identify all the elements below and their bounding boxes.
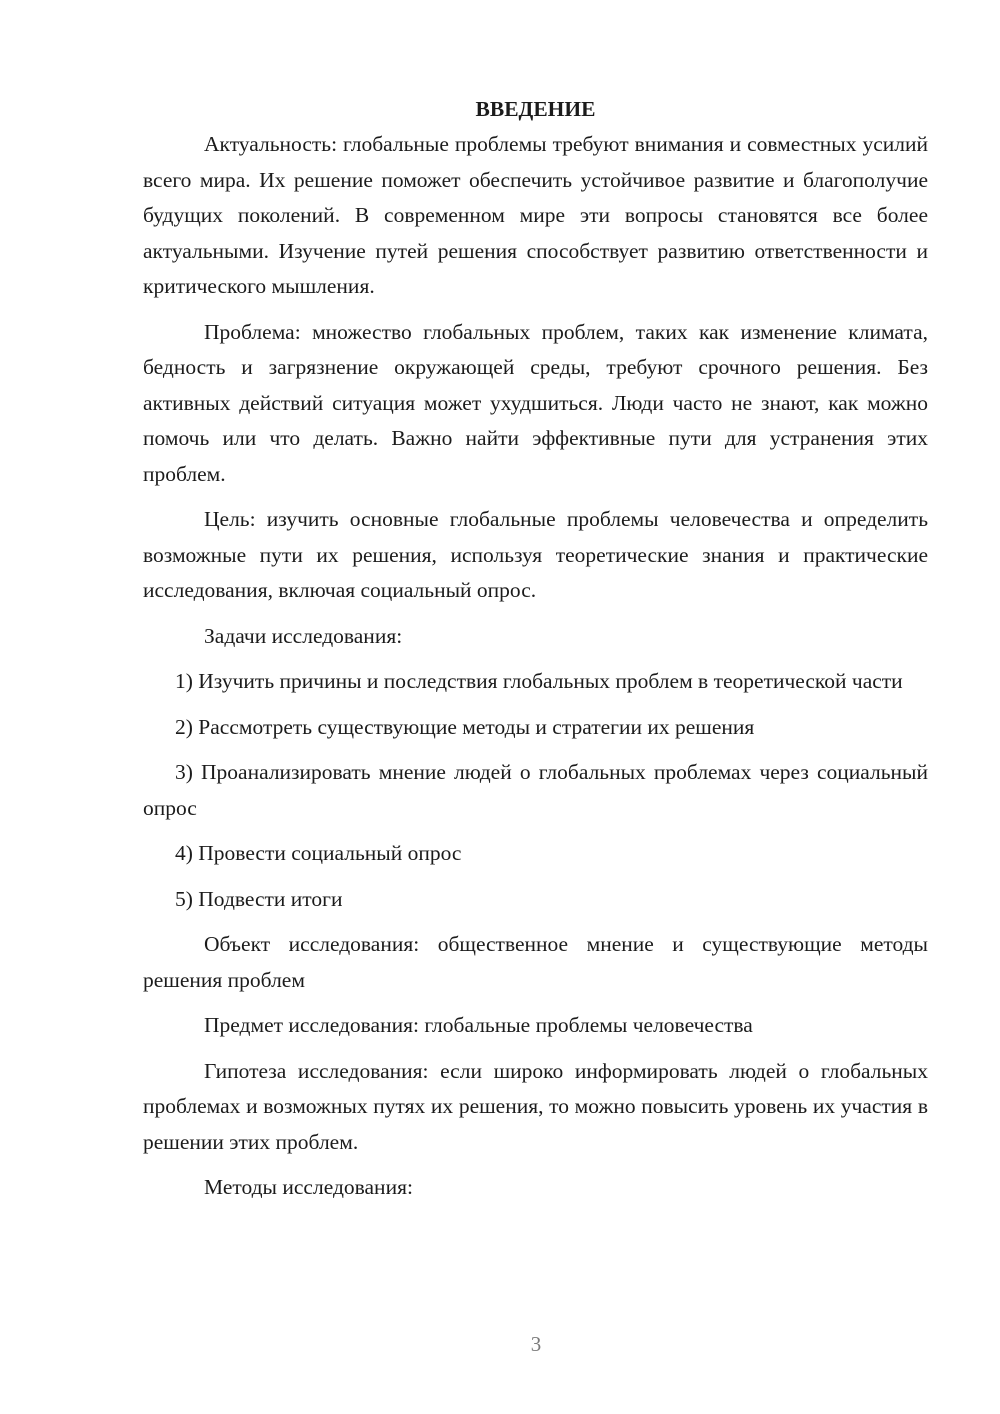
page-content [143,92,928,1216]
paragraph-goal: Цель: изучить основные глобальные проблемы человечества и определить возможные пути их решения, используя теоретические знания и практические исследования, включая социальный опрос. [143,507,928,602]
paragraph-problem: Проблема: множество глобальных проблем, таких как изменение климата, бедность и загрязнение окружающей среды, требуют срочного решения. Без активных действий ситуация может ухудшиться. Люди часто не знают, как можно помочь или что делать. Важно найти эффективные пути для устранения этих проблем. [143,319,928,486]
paragraph-hypothesis: Гипотеза исследования: если широко информировать людей о глобальных проблемах и возможных путях их решения, то можно повысить уровень их участия в решении этих проблем. [143,1058,928,1154]
task-item-1: 1) Изучить причины и последствия глобальных проблем в теоретической части [175,669,903,693]
tasks-heading: Задачи исследования: [204,623,403,648]
page-number: 3 [530,1332,542,1356]
task-item-2: 2) Рассмотреть существующие методы и стратегии их решения [175,714,755,739]
paragraph-relevance: Актуальность: глобальные проблемы требуют внимания и совместных усилий всего мира. Их решение поможет обеспечить устойчивое развитие и благополучие будущих поколений. В современном мире эти вопросы становятся все более актуальными. Изучение путей решения способствует развитию ответственности и критического мышления. [143,132,928,298]
task-item-3: 3) Проанализировать мнение людей о глобальных проблемах через социальный опрос [143,760,928,820]
section-title: ВВЕДЕНИЕ [475,97,596,121]
methods-heading: Методы исследования: [204,1175,413,1199]
paragraph-subject: Предмет исследования: глобальные проблемы человечества [204,1013,753,1037]
task-item-4: 4) Провести социальный опрос [175,841,462,865]
task-item-5: 5) Подвести итоги [175,886,343,911]
paragraph-object: Объект исследования: общественное мнение и существующие методы решения проблем [143,932,928,992]
